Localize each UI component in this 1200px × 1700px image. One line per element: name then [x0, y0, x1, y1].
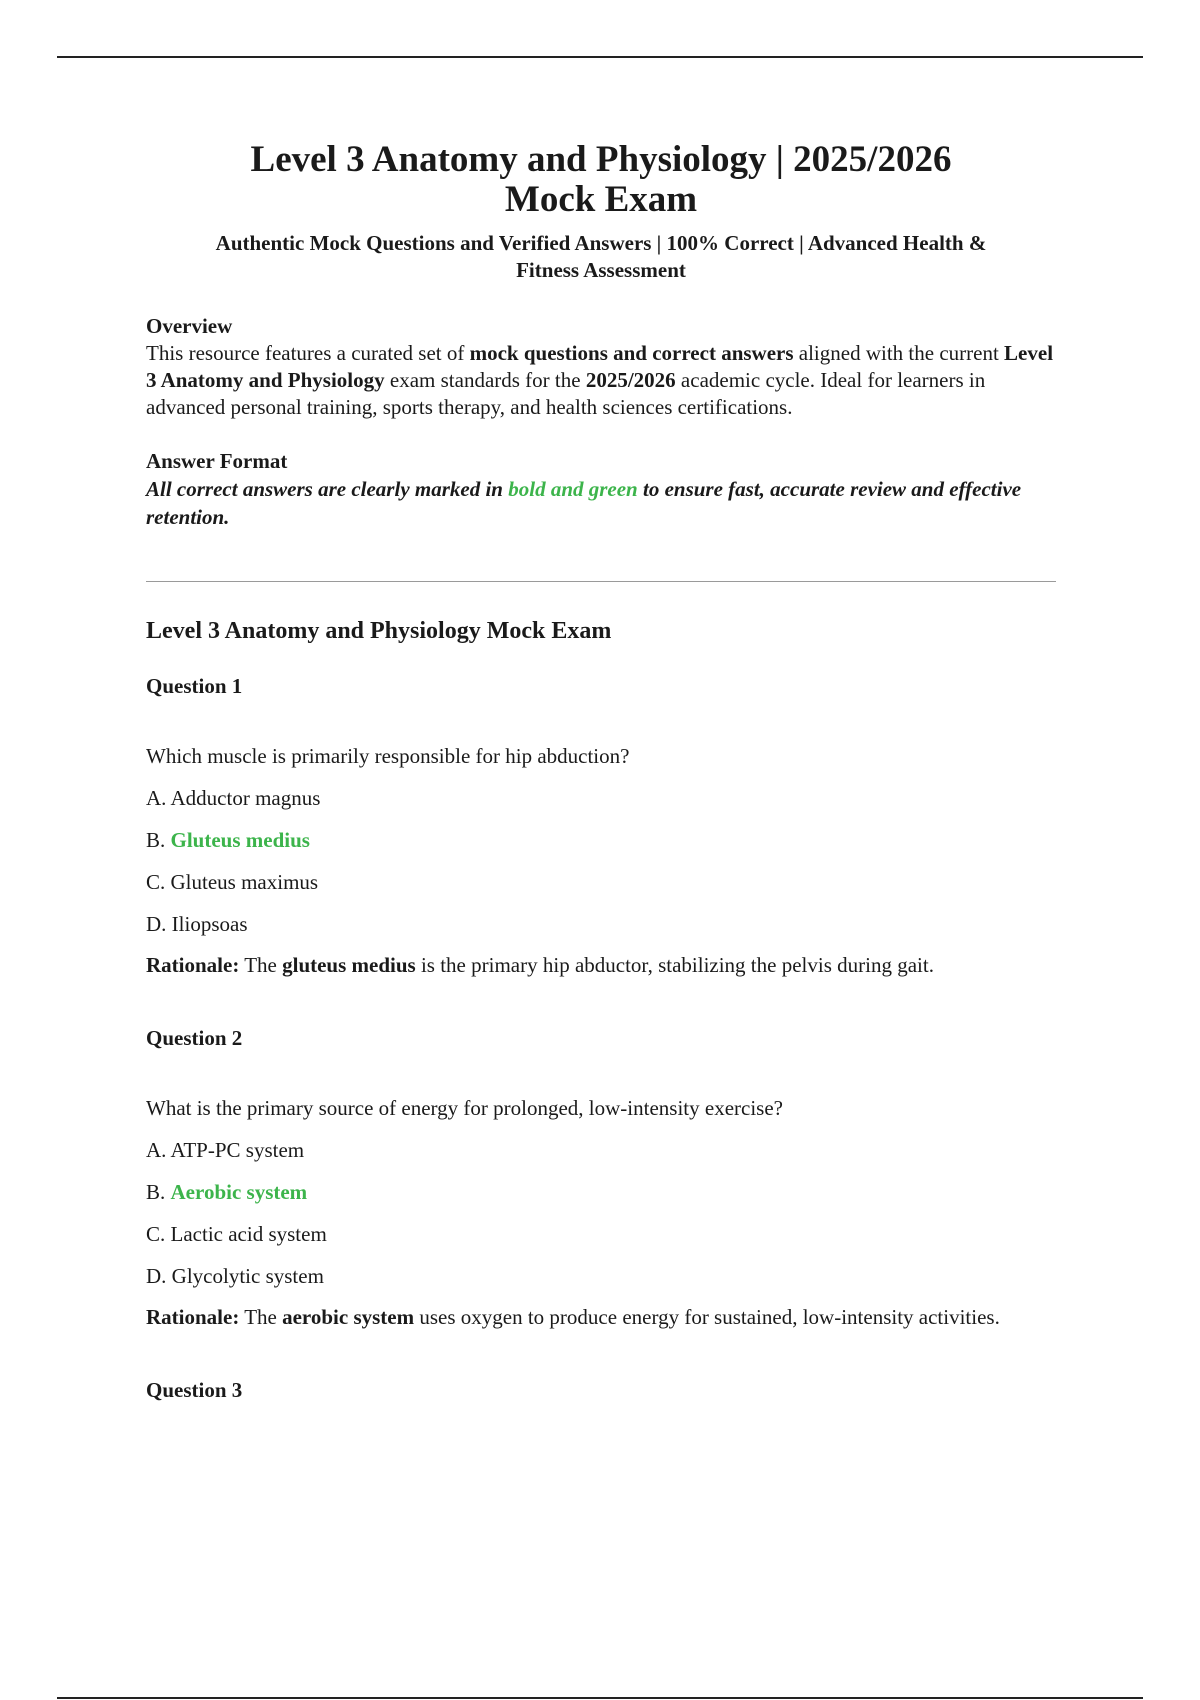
answer-format-heading: Answer Format: [146, 449, 288, 473]
exam-title: Level 3 Anatomy and Physiology Mock Exam: [146, 618, 612, 644]
document-page: [146, 140, 1056, 1404]
rationale: [146, 1296, 1056, 1338]
option-prefix: B.: [146, 1180, 171, 1204]
option-text: Gluteus maximus: [170, 870, 319, 894]
rationale-text-2: is the primary hip abductor, stabilizing the pelvis during gait.: [415, 953, 934, 977]
overview-bold-3: 2025/2026: [585, 368, 676, 392]
question-heading: Question 3: [146, 1378, 243, 1402]
document-subtitle: [146, 230, 1056, 284]
rationale-text-1: The: [239, 1305, 283, 1329]
bottom-rule: [57, 1697, 1143, 1699]
option-prefix: C.: [146, 870, 171, 894]
rationale-text-1: The: [239, 953, 283, 977]
question-text: Which muscle is primarily responsible for hip abduction?: [146, 744, 630, 768]
option-text: Adductor magnus: [170, 786, 321, 810]
subtitle-line-1: Authentic Mock Questions and Verified Answers | 100% Correct | Advanced Health &: [215, 231, 987, 255]
answer-option: [146, 868, 1056, 896]
rationale-label: Rationale:: [146, 1305, 240, 1329]
answer-option: [146, 1262, 1056, 1290]
option-prefix: A.: [146, 786, 171, 810]
rationale: [146, 944, 1056, 986]
question-block: [146, 672, 1056, 986]
overview-text-2: aligned with the current: [793, 341, 1005, 365]
option-text: Glycolytic system: [171, 1264, 324, 1288]
answer-option: [146, 1220, 1056, 1248]
rationale-bold: aerobic system: [282, 1305, 415, 1329]
option-text: Iliopsoas: [171, 912, 248, 936]
overview-section: [146, 312, 1056, 421]
overview-heading: Overview: [146, 314, 233, 338]
rationale-label: Rationale:: [146, 953, 240, 977]
option-text-correct: Aerobic system: [170, 1180, 308, 1204]
answer-format-section: [146, 447, 1056, 531]
rationale-bold: gluteus medius: [282, 953, 416, 977]
title-line-1: Level 3 Anatomy and Physiology | 2025/2026: [250, 139, 952, 180]
top-rule: [57, 56, 1143, 58]
answer-option: [146, 910, 1056, 938]
overview-text-1: This resource features a curated set of: [146, 341, 470, 365]
answer-format-highlight: bold and green: [508, 477, 638, 501]
overview-text: [146, 340, 1056, 421]
answer-option: [146, 1136, 1056, 1164]
option-text: Lactic acid system: [170, 1222, 327, 1246]
option-text-correct: Gluteus medius: [170, 828, 310, 852]
answer-option-correct: [146, 1178, 1056, 1206]
answer-format-text: [146, 475, 1056, 531]
subtitle-line-2: Fitness Assessment: [516, 258, 686, 282]
title-line-2: Mock Exam: [504, 179, 698, 220]
document-header: [146, 140, 1056, 284]
question-text: What is the primary source of energy for prolonged, low-intensity exercise?: [146, 1096, 783, 1120]
overview-text-4: academic cycle. Ideal for learners in advanced personal training, sports therapy, and health sciences certifications.: [146, 368, 986, 419]
overview-text-3: exam standards for the: [384, 368, 586, 392]
question-heading: Question 2: [146, 1026, 243, 1050]
rationale-text-2: uses oxygen to produce energy for sustained, low-intensity activities.: [414, 1305, 1000, 1329]
option-prefix: C.: [146, 1222, 171, 1246]
option-text: ATP-PC system: [170, 1138, 305, 1162]
answer-option-correct: [146, 826, 1056, 854]
answer-format-text-2: to ensure fast, accurate review and effective retention.: [146, 477, 1022, 529]
question-heading: Question 1: [146, 674, 243, 698]
option-prefix: D.: [146, 1264, 172, 1288]
question-block: [146, 1376, 1056, 1404]
answer-option: [146, 784, 1056, 812]
option-prefix: A.: [146, 1138, 171, 1162]
overview-bold-1: mock questions and correct answers: [469, 341, 794, 365]
document-title: [146, 140, 1056, 220]
option-prefix: B.: [146, 828, 171, 852]
answer-format-text-1: All correct answers are clearly marked in: [146, 477, 509, 501]
option-prefix: D.: [146, 912, 172, 936]
overview-bold-2: Level 3 Anatomy and Physiology: [146, 341, 1054, 392]
question-block: [146, 1024, 1056, 1338]
